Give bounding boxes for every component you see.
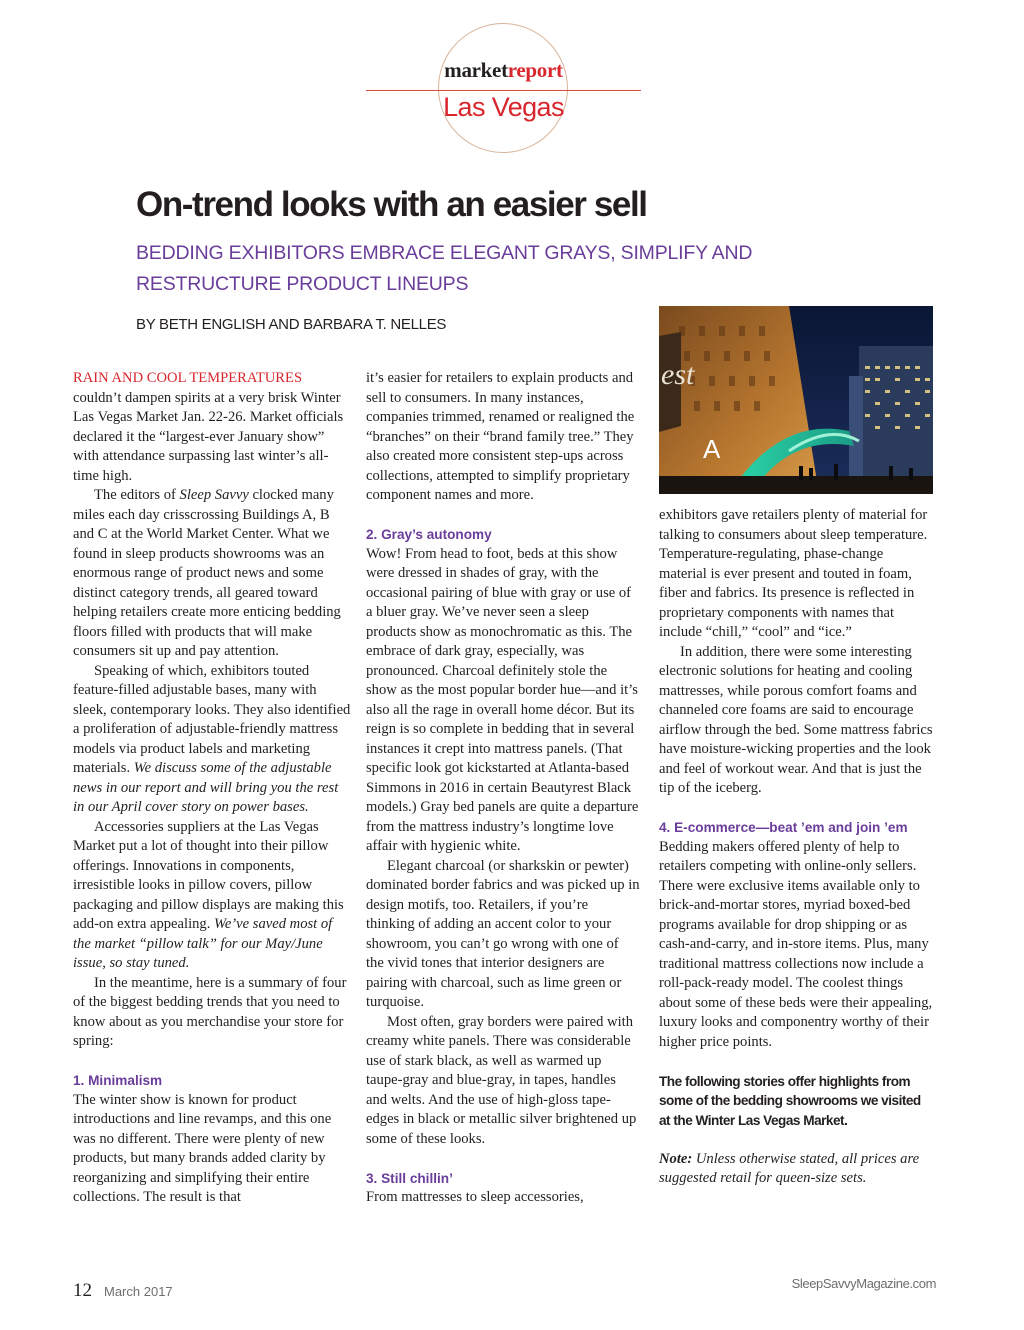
magazine-name: Sleep Savvy [179, 487, 249, 503]
paragraph: exhibitors gave retailers plenty of material for talking to consumers about sleep temperature. Temperature-regulating, phase-change material is ever present and touted in foam, fiber and fabrics. Its presence is reflected in proprietary components with names that include “chill,” “cool” and “ice.” [659, 507, 928, 640]
market-building-photo [659, 306, 933, 494]
paragraph: it’s easier for retailers to explain products and sell to consumers. In many instances, companies trimmed, renamed or realigned the “branches” on their “brand family tree.” They also created more consistent step-ups across collections, attempted to simplify proprietary component names and more. [366, 370, 635, 503]
magazine-website: SleepSavvyMagazine.com [791, 1276, 936, 1291]
masthead-circle [438, 23, 568, 153]
highlights-note: The following stories offer highlights from some of the bedding showrooms we visited at the Winter Las Vegas Market. [659, 1073, 921, 1128]
subhead-minimalism: 1. Minimalism [73, 1073, 163, 1088]
note-text: Unless otherwise stated, all prices are suggested retail for queen-size sets. [659, 1150, 920, 1186]
paragraph: Wow! From head to foot, beds at this show were dressed in shades of gray, with the occasional pairing of blue with gray or use of a bluer gray. We’ve never seen a sleep products show as monochromatic as this. The embrace of dark gray, especially, was pronounced. Charcoal definitely stole the show as the most popular border hue—and it’s also all the rage in overall home décor. But its reign is so complete in bedding that in several instances it crept into mattress panels. (That specific look got kickstarted at Atlanta-based Simmons in 2016 in certain Beautyrest Black models.) Gray bed panels are quite a departure from the mattress industry’s longtime love affair with hygienic white. [366, 545, 639, 854]
subhead-e-commerce: 4. E-commerce—beat ’em and join ’em [659, 820, 908, 835]
masthead-rule [366, 90, 641, 91]
article-column-1 [73, 369, 351, 1208]
note-label: Note: [659, 1150, 693, 1167]
article-deck: BEDDING EXHIBITORS EMBRACE ELEGANT GRAYS, SIMPLIFY AND RESTRUCTURE PRODUCT LINEUPS [136, 242, 753, 295]
paragraph-text: The editors of [94, 487, 180, 503]
paragraph: The winter show is known for product introductions and line revamps, and this one was no different. There were plenty of new products, but many brands added clarity by reorganizing and simplifying their entire collections. The result is that [73, 1091, 332, 1205]
paragraph: Bedding makers offered plenty of help to retailers competing with online-only sellers. There were exclusive items available only to brick-and-mortar stores, myriad boxed-bed programs available for drop shipping or as cash-and-carry, and in-store items. Plus, many traditional mattress collections now include a roll-pack-ready model. The coolest things about some of these beds were their appealing, luxury looks and componentry worthy of their higher price points. [659, 838, 933, 1050]
page-number: 12 [73, 1280, 92, 1301]
lead-in: RAIN AND COOL TEMPERATURES [73, 370, 303, 386]
paragraph: Elegant charcoal (or sharkskin or pewter) dominated border fabrics and was picked up in design motifs, too. Retailers, if you’re thinking of adding an accent color to your showroom, you can’t go wrong with one of the vivid tones that interior designers are pairing with charcoal, such as lime green or turquoise. [366, 857, 640, 1010]
photo-building-lettering: est [661, 358, 695, 391]
section-label-part1: market [444, 58, 508, 82]
paragraph-italic-text: We discuss some of the adjustable news in our report and will bring you the rest in our April cover story on power bases. [73, 760, 339, 815]
paragraph: Most often, gray borders were paired with creamy white panels. There was considerable use of stark black, as well as warmed up taupe-gray and blue-gray, in tapes, handles and welts. And the use of high-gloss tape-edges in black or metallic silver brightened up some of these looks. [366, 1013, 637, 1147]
section-label-part2: report [507, 58, 563, 82]
price-note [659, 1150, 933, 1189]
section-city: Las Vegas [443, 92, 564, 122]
subhead-still-chillin: 3. Still chillin’ [366, 1170, 453, 1186]
photo-building-sign: A [703, 434, 721, 464]
section-label [366, 58, 641, 83]
paragraph [73, 486, 351, 662]
article-column-3 [659, 506, 933, 1189]
paragraph-text: Accessories suppliers at the Las Vegas Market put a lot of thought into their pillow offerings. Innovations in components, irresistible looks in pillow covers, pillow packaging and pillow displays are making this add-on extra appealing. [73, 818, 344, 932]
paragraph: From mattresses to sleep accessories, [366, 1189, 584, 1205]
article-column-2 [366, 369, 640, 1208]
paragraph [73, 369, 351, 486]
paragraph-italic-text: We’ve saved most of the market “pillow talk” for our May/June issue, so stay tuned. [73, 916, 333, 971]
subhead-grays-autonomy: 2. Gray’s autonomy [366, 527, 492, 542]
paragraph-text: clocked many miles each day crisscrossing Buildings A, B and C at the World Market Center. What we found in sleep products showrooms was an enormous range of product news and some distinct category trends, all geared toward helping retailers create more enticing bedding floors filled with products that will make consumers sit up and pay attention. [73, 487, 341, 659]
paragraph-text: couldn’t dampen spirits at a very brisk Winter Las Vegas Market Jan. 22-26. Market officials declared it the “largest-ever January show” with attendance surpassing last winter’s all-time high. [73, 389, 344, 484]
article-byline: BY BETH ENGLISH AND BARBARA T. NELLES [136, 316, 447, 333]
paragraph [73, 662, 351, 818]
paragraph-text: Speaking of which, exhibitors touted feature-filled adjustable bases, many with sleek, contemporary looks. They also identified a proliferation of adjustable-friendly mattress models via product labels and marketing materials. [73, 662, 351, 776]
paragraph [73, 818, 351, 974]
article-headline: On-trend looks with an easier sell [136, 185, 647, 224]
paragraph: In the meantime, here is a summary of four of the biggest bedding trends that you need to know about as you merchandise your store for spring: [73, 974, 347, 1049]
paragraph: In addition, there were some interesting electronic solutions for heating and cooling mattresses, while porous comfort foams and channeled core foams are said to encourage airflow through the bed. Some mattress fabrics have moisture-wicking properties and the look and feel of workout wear. And that is just the tip of the iceberg. [659, 643, 933, 796]
issue-date: March 2017 [104, 1284, 173, 1299]
